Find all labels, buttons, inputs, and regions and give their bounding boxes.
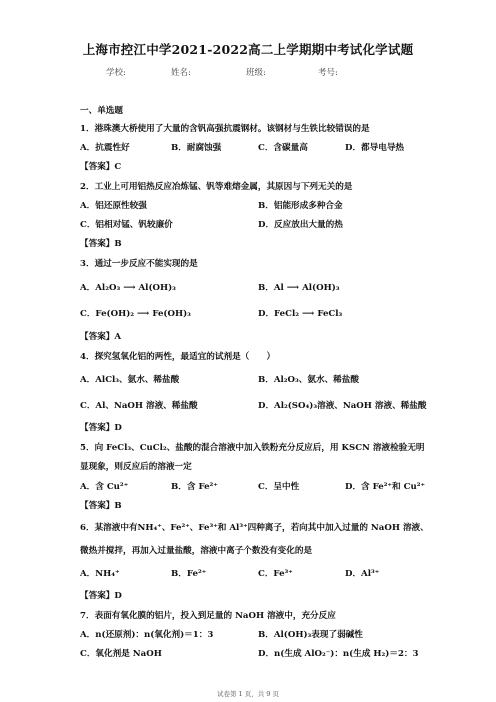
q5-option-c: C．呈中性 [258,482,300,492]
q5-answer: 【答案】B [80,501,122,511]
page-title: 上海市控江中学2021-2022高二上学期期中考试化学试题 [82,42,414,57]
school-label: 学校: [106,68,126,78]
q3-option-a: A．Al₂O₃ ⟶ Al(OH)₃ [80,283,176,293]
question-4-stem: 4．探究氢氧化铝的两性，最适宜的试剂是（ ） [80,352,276,362]
q4-option-d: D．Al₂(SO₄)₃溶液、NaOH 溶液、稀盐酸 [258,401,427,411]
section-title: 一、单选题 [80,106,123,116]
name-label: 姓名: [171,68,191,78]
q2-answer: 【答案】B [80,239,122,249]
q1-answer: 【答案】C [80,162,122,172]
page-footer: 试卷第 1 页，共 9 页 [216,690,280,698]
q4-option-a: A．AlCl₃、氨水、稀盐酸 [80,375,180,385]
q7-option-a: A．n(还原剂)：n(氧化剂)＝1：3 [80,630,214,640]
q1-option-c: C．含碳量高 [258,143,308,153]
question-6-stem-cont: 微热并搅拌，再加入过量盐酸，溶液中离子个数没有变化的是 [80,546,313,556]
q7-option-b: B．Al(OH)₃表现了弱碱性 [258,630,363,640]
question-2-stem: 2．工业上可用铝热反应冶炼锰、钒等难熔金属，其原因与下列无关的是 [80,182,353,192]
q2-option-d: D．反应放出大量的热 [258,220,343,230]
q4-option-c: C．Al、NaOH 溶液、稀盐酸 [80,401,198,411]
question-5-stem: 5．向 FeCl₃、CuCl₂、盐酸的混合溶液中加入铁粉充分反应后，用 KSCN 溶液检验无明 [80,443,425,453]
q3-answer: 【答案】A [80,332,122,342]
q3-option-c: C．Fe(OH)₂ ⟶ Fe(OH)₃ [80,309,191,319]
number-label: 考号: [318,68,338,78]
q2-option-b: B．铝能形成多种合金 [258,201,343,211]
question-6-stem: 6．某溶液中有NH₄⁺、Fe²⁺、Fe³⁺和 Al³⁺四种离子，若向其中加入过量的 NaOH 溶液、 [80,523,429,533]
q3-option-d: D．FeCl₂ ⟶ FeCl₃ [258,309,343,319]
q3-option-b: B．Al ⟶ Al(OH)₃ [258,283,340,293]
q5-option-d: D．含 Fe²⁺和 Cu²⁺ [345,482,426,492]
q6-option-b: B．Fe²⁺ [171,569,207,579]
q5-option-a: A．含 Cu²⁺ [80,482,129,492]
q7-option-c: C．氧化剂是 NaOH [80,649,162,659]
q6-option-d: D．Al³⁺ [345,569,380,579]
q5-option-b: B．含 Fe²⁺ [171,482,218,492]
q4-answer: 【答案】D [80,423,122,433]
q2-option-c: C．铝相对锰、钒较廉价 [80,220,173,230]
q1-option-b: B．耐腐蚀强 [171,143,222,153]
q6-option-c: C．Fe³⁺ [258,569,293,579]
question-1-stem: 1．港珠澳大桥使用了大量的含钒高强抗震钢材。该钢材与生铁比较错误的是 [80,124,370,134]
q6-answer: 【答案】D [80,591,122,601]
question-5-stem-cont: 显现象，则反应后的溶液一定 [80,462,192,472]
class-label: 班级: [246,68,266,78]
q4-option-b: B．Al₂O₃、氨水、稀盐酸 [258,375,359,385]
q2-option-a: A．铝还原性较强 [80,201,147,211]
question-3-stem: 3．通过一步反应不能实现的是 [80,259,198,269]
question-7-stem: 7．表面有氧化膜的铝片，投入到足量的 NaOH 溶液中，充分反应 [80,611,336,621]
q6-option-a: A．NH₄⁺ [80,569,120,579]
q1-option-d: D．都导电导热 [345,143,405,153]
q7-option-d: D．n(生成 AlO₂⁻)：n(生成 H₂)＝2：3 [258,649,419,659]
q1-option-a: A．抗震性好 [80,143,130,153]
